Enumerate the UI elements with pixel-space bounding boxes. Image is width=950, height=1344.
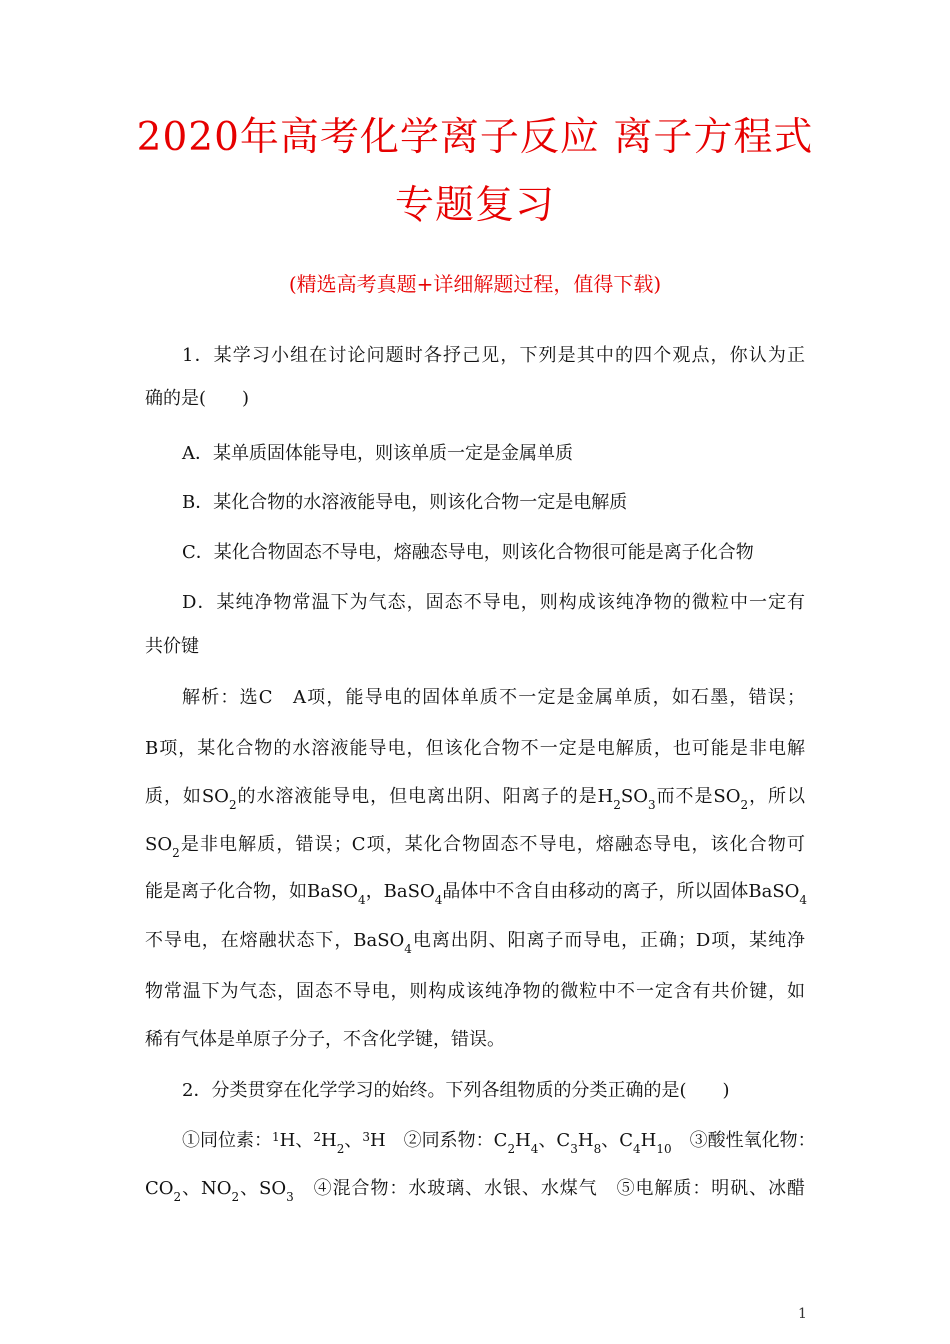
q1-option-d-line1: D．某纯净物常温下为气态，固态不导电，则构成该纯净物的微粒中一定有 [182, 592, 805, 613]
q1-option-a: A．某单质固体能导电，则该单质一定是金属单质 [182, 443, 573, 464]
q1-analysis-line5: 能是离子化合物，如BaSO$_4$，BaSO$_4$晶体中不含自由移动的离子，所以固体BaSO$_4$ [145, 881, 808, 907]
q1-analysis-line1: 解析：选C A项，能导电的固体单质不一定是金属单质，如石墨，错误； [182, 687, 805, 708]
q2-stem: 2．分类贯穿在化学学习的始终。下列各组物质的分类正确的是( ) [182, 1080, 730, 1101]
q1-analysis-line2: B项，某化合物的水溶液能导电，但该化合物不一定是电解质，也可能是非电解 [145, 738, 805, 759]
q1-option-d-line2: 共价键 [145, 636, 199, 657]
doc-title-line1: 2020年高考化学离子反应 离子方程式 [136, 115, 814, 160]
q1-stem-line1: 1．某学习小组在讨论问题时各抒己见，下列是其中的四个观点，你认为正 [182, 345, 805, 366]
q2-line2: $CO_2$、$NO_2$、$SO_3$ ④混合物：水玻璃、水银、水煤气 ⑤电解质：明矾、冰醋 [145, 1178, 805, 1204]
doc-title-line2: 专题复习 [394, 183, 555, 228]
q1-analysis-line8: 稀有气体是单原子分子，不含化学键，错误。 [145, 1029, 505, 1050]
q1-option-b: B．某化合物的水溶液能导电，则该化合物一定是电解质 [182, 492, 628, 513]
page-number: 1 [798, 1306, 807, 1322]
q1-analysis-line6: 不导电，在熔融状态下，BaSO$_4$电离出阴、阳离子而导电，正确；D项，某纯净 [145, 930, 805, 956]
q1-stem-line2: 确的是( ) [145, 388, 250, 409]
q1-option-c: C．某化合物固态不导电，熔融态导电，则该化合物很可能是离子化合物 [182, 542, 754, 563]
q1-analysis-line3: 质，如$SO_2$的水溶液能导电，但电离出阴、阳离子的是$H_2SO_3$而不是$SO_2$，所以 [145, 786, 806, 812]
doc-subtitle: (精选高考真题+详细解题过程，值得下载) [288, 272, 662, 296]
q1-analysis-line7: 物常温下为气态，固态不导电，则构成该纯净物的微粒中不一定含有共价键，如 [145, 981, 805, 1002]
q2-line1: ①同位素：$^1$H、$^2H_2$、$^3$H ②同系物：$C_2H_4$、$C_3H_8$、$C_4H_{10}$ ③酸性氧化物： [182, 1130, 816, 1156]
q1-analysis-line4: $SO_2$是非电解质，错误；C项，某化合物固态不导电，熔融态导电，该化合物可 [145, 834, 805, 860]
